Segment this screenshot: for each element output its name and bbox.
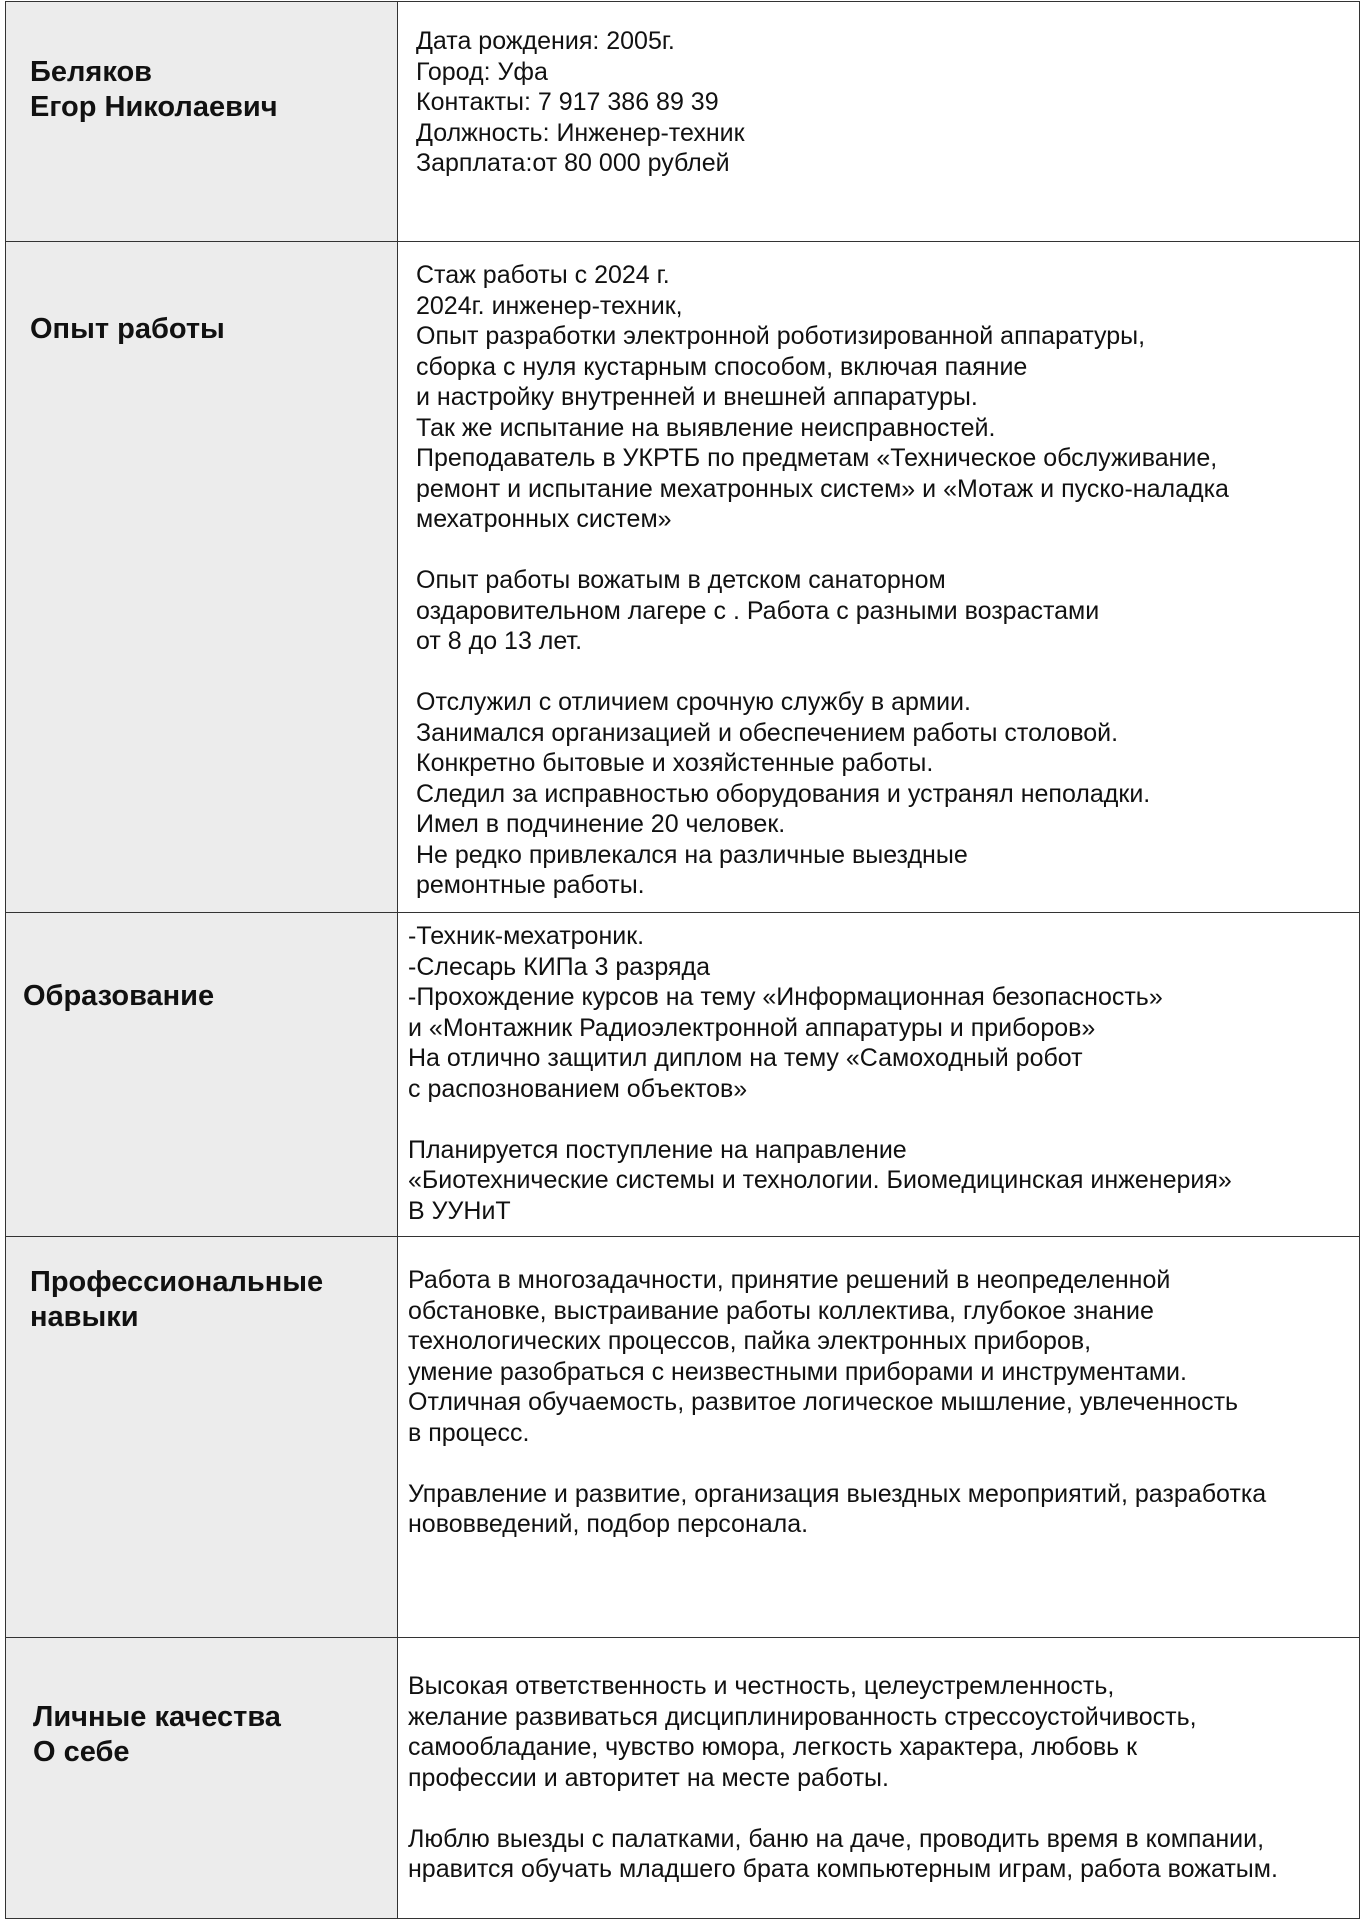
text-line: Отслужил с отличием срочную службу в армии. [416, 688, 971, 716]
text-line: -Слесарь КИПа 3 разряда [408, 952, 710, 981]
text-line: ремонтные работы. [416, 871, 645, 899]
skills-heading-line: Профессиональные [30, 1266, 324, 1298]
section-header-label-cell [5, 2, 398, 241]
contacts: Контакты: 7 917 386 89 39 [416, 88, 719, 116]
text-line: Высокая ответственность и честность, целеустремленность, [408, 1672, 1115, 1700]
text-line: Планируется поступление на направление [408, 1135, 907, 1164]
text-line: обстановке, выстраивание работы коллектива, глубокое знание [408, 1296, 1154, 1325]
paragraph-gap [408, 1448, 1266, 1479]
text-line: Отличная обучаемость, развитое логическое мышление, увлеченность [408, 1388, 1239, 1416]
personal-info [416, 26, 745, 179]
salary: Зарплата:от 80 000 рублей [416, 149, 730, 177]
city: Город: Уфа [416, 57, 548, 86]
text-line: технологических процессов, пайка электронных приборов, [408, 1327, 1092, 1355]
section-experience [5, 241, 1360, 912]
position: Должность: Инженер-техник [416, 118, 745, 147]
text-line: с распознованием объектов» [408, 1074, 748, 1103]
text-line: Управление и развитие, организация выездных мероприятий, разработка [408, 1479, 1267, 1508]
section-skills-label-cell [5, 1237, 398, 1637]
text-line: сборка с нуля кустарным способом, включая паяние [416, 352, 1028, 381]
text-line: Опыт работы вожатым в детском санаторном [416, 566, 946, 594]
text-line: Имел в подчинение 20 человек. [416, 810, 786, 838]
birth-date: Дата рождения: 2005г. [416, 27, 675, 55]
given-names: Егор Николаевич [30, 91, 278, 123]
education-text [408, 921, 1232, 1226]
experience-heading-text: Опыт работы [30, 313, 225, 345]
education-heading-text: Образование [23, 980, 215, 1012]
text-line: Опыт разработки электронной роботизированной аппаратуры, [416, 322, 1146, 350]
text-line: Люблю выезды с палатками, баню на даче, проводить время в компании, [408, 1824, 1265, 1853]
text-line: нравится обучать младшего брата компьютерным играм, работа вожатым. [408, 1855, 1278, 1883]
paragraph-gap [408, 1104, 1232, 1135]
text-line: Следил за исправностью оборудования и устранял неполадки. [416, 779, 1151, 808]
text-line: -Прохождение курсов на тему «Информационная безопасность» [408, 983, 1163, 1011]
text-line: Стаж работы с 2024 г. [416, 261, 670, 289]
paragraph-gap [416, 657, 1229, 688]
section-personal [5, 1637, 1360, 1919]
text-line: от 8 до 13 лет. [416, 627, 583, 655]
text-line: оздаровительном лагере с . Работа с разными возрастами [416, 596, 1100, 625]
experience-heading [30, 312, 225, 347]
text-line: мехатронных систем» [416, 505, 672, 533]
section-header [5, 1, 1360, 241]
text-line: Так же испытание на выявление неисправностей. [416, 413, 996, 442]
education-heading [23, 979, 214, 1014]
skills-text [408, 1265, 1266, 1540]
personal-text [408, 1671, 1278, 1885]
personal-heading-line: Личные качества [33, 1701, 281, 1733]
paragraph-gap [408, 1793, 1278, 1824]
text-line: Конкретно бытовые и хозяйстенные работы. [416, 749, 934, 777]
skills-heading-line: навыки [30, 1301, 139, 1333]
section-education-content-cell [398, 913, 1360, 1236]
section-experience-content-cell [398, 242, 1360, 912]
text-line: ремонт и испытание мехатронных систем» и «Мотаж и пуско-наладка [416, 474, 1229, 503]
text-line: Не редко привлекался на различные выездные [416, 840, 968, 869]
experience-text [416, 260, 1229, 901]
section-education-label-cell [5, 913, 398, 1236]
text-line: «Биотехнические системы и технологии. Биомедицинская инженерия» [408, 1166, 1232, 1194]
section-skills-content-cell [398, 1237, 1360, 1637]
section-education [5, 912, 1360, 1236]
text-line: 2024г. инженер-техник, [416, 291, 683, 320]
text-line: нововведений, подбор персонала. [408, 1510, 809, 1538]
text-line: и настройку внутренней и внешней аппаратуры. [416, 383, 978, 411]
paragraph-gap [416, 535, 1229, 566]
personal-heading-line: О себе [33, 1736, 130, 1768]
text-line: Работа в многозадачности, принятие решений в неопределенной [408, 1266, 1171, 1294]
text-line: самообладание, чувство юмора, легкость характера, любовь к [408, 1733, 1138, 1761]
section-personal-content-cell [398, 1638, 1360, 1918]
full-name [30, 55, 278, 125]
section-experience-label-cell [5, 242, 398, 912]
text-line: -Техник-мехатроник. [408, 922, 645, 950]
text-line: Занимался организацией и обеспечением работы столовой. [416, 718, 1119, 747]
text-line: Преподаватель в УКРТБ по предметам «Техническое обслуживание, [416, 444, 1218, 472]
text-line: На отлично защитил диплом на тему «Самоходный робот [408, 1044, 1083, 1072]
text-line: профессии и авторитет на месте работы. [408, 1763, 889, 1792]
text-line: желание развиваться дисциплинированность стрессоустойчивость, [408, 1702, 1197, 1731]
section-skills [5, 1236, 1360, 1637]
text-line: в процесс. [408, 1418, 530, 1447]
skills-heading [30, 1265, 323, 1335]
text-line: и «Монтажник Радиоэлектронной аппаратуры и приборов» [408, 1013, 1096, 1042]
section-personal-label-cell [5, 1638, 398, 1918]
text-line: В УУНиТ [408, 1196, 511, 1225]
surname: Беляков [30, 56, 152, 88]
section-header-content-cell [398, 2, 1360, 241]
text-line: умение разобраться с неизвестными приборами и инструментами. [408, 1357, 1187, 1386]
personal-heading [33, 1700, 281, 1770]
